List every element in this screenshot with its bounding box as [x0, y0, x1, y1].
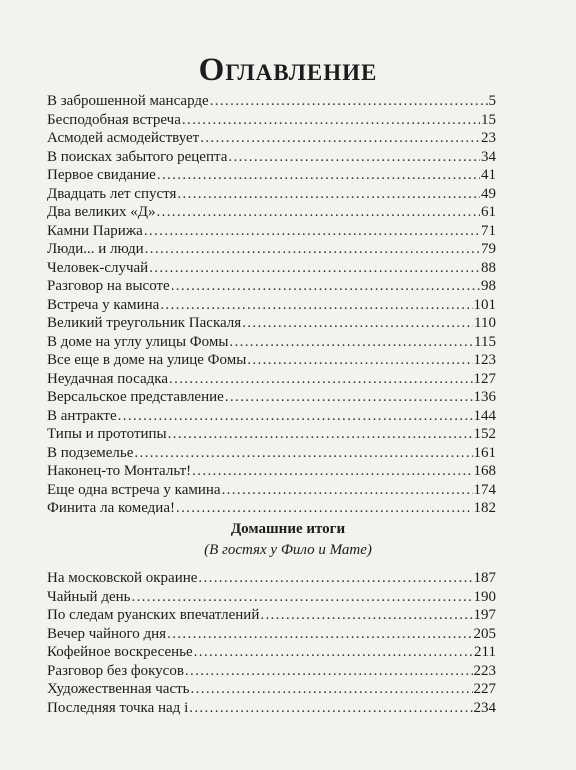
toc-leader-dots	[192, 462, 472, 481]
toc-entry	[47, 425, 496, 444]
toc-entry	[47, 111, 496, 130]
toc-leader-dots	[160, 296, 472, 315]
toc-leader-dots	[222, 481, 473, 500]
toc-entry	[47, 370, 496, 389]
toc-entry	[47, 333, 496, 352]
toc-page-number: 79	[481, 241, 496, 257]
toc-entry	[47, 588, 496, 607]
toc-entry	[47, 462, 496, 481]
toc-leader-dots	[157, 203, 481, 222]
toc-page-number: 5	[488, 93, 496, 109]
toc-entry-title: Художественная часть	[47, 681, 190, 697]
toc-entry	[47, 625, 496, 644]
toc-page-number: 187	[473, 570, 496, 586]
toc-page-number: 71	[481, 222, 496, 239]
toc-entry-title: Люди... и люди	[47, 241, 144, 257]
toc-leader-dots	[225, 388, 473, 407]
toc-leader-dots	[247, 351, 472, 370]
toc-page-number: 34	[481, 148, 496, 165]
toc-entry-title: Кофейное воскресенье	[47, 644, 193, 660]
section-heading: Домашние итоги	[230, 521, 346, 537]
toc-entry-title: Человек-случай	[47, 259, 149, 276]
toc-leader-dots	[171, 277, 480, 296]
toc-leader-dots	[177, 185, 480, 204]
toc-entry-title: Асмодей асмодействует	[47, 130, 200, 146]
toc-entry	[47, 203, 496, 222]
toc-entry	[47, 92, 496, 111]
toc-entry	[47, 569, 496, 588]
toc-leader-dots	[200, 129, 480, 148]
toc-page-number: 223	[473, 662, 496, 679]
toc-entry	[47, 222, 496, 241]
toc-entry-title: Первое свидание	[47, 167, 156, 183]
toc-entry-title: В подземелье	[47, 444, 134, 461]
toc-leader-dots	[229, 333, 473, 352]
toc-main-list	[47, 92, 496, 518]
toc-entry-title: В доме на углу улицы Фомы	[47, 333, 229, 350]
toc-entry	[47, 407, 496, 426]
toc-page-number: 123	[473, 352, 496, 368]
toc-leader-dots	[191, 680, 473, 699]
toc-leader-dots	[210, 92, 488, 111]
toc-entry	[47, 444, 496, 463]
toc-entry-title: В антракте	[47, 407, 117, 424]
toc-entry	[47, 129, 496, 148]
toc-page-number: 115	[474, 333, 496, 350]
toc-leader-dots	[198, 569, 472, 588]
toc-page-number: 136	[473, 389, 496, 405]
toc-entry	[47, 481, 496, 500]
toc-page-number: 41	[481, 167, 496, 183]
toc-entry-title: Разговор на высоте	[47, 278, 170, 294]
toc-leader-dots	[228, 148, 480, 167]
toc-entry-title: Все еще в доме на улице Фомы	[47, 352, 247, 368]
toc-page-number: 227	[473, 681, 496, 697]
toc-page-number: 152	[473, 426, 496, 442]
toc-entry-title: Типы и прототипы	[47, 426, 167, 442]
toc-entry	[47, 351, 496, 370]
toc-entry-title: В поисках забытого рецепта	[47, 148, 228, 165]
toc-leader-dots	[189, 699, 472, 718]
toc-leader-dots	[168, 425, 473, 444]
toc-entry-title: Версальское представление	[47, 389, 224, 405]
toc-entry-title: Неудачная посадка	[47, 370, 168, 387]
toc-leader-dots	[167, 625, 472, 644]
toc-entry	[47, 259, 496, 278]
page-title: Оглавление	[198, 52, 378, 88]
toc-leader-dots	[194, 643, 473, 662]
toc-entry-title: Встреча у камина	[47, 296, 160, 313]
toc-page-number: 23	[481, 130, 496, 146]
toc-page-number: 98	[481, 278, 496, 294]
toc-entry-title: Финита ла комедиа!	[47, 500, 175, 516]
toc-leader-dots	[182, 111, 480, 130]
toc-entry	[47, 680, 496, 699]
toc-leader-dots	[176, 499, 473, 518]
toc-leader-dots	[145, 240, 480, 259]
toc-entry-title: По следам руанских впечатлений	[47, 607, 260, 623]
toc-leader-dots	[134, 444, 472, 463]
toc-entry	[47, 499, 496, 518]
toc-entry-title: Разговор без фокусов	[47, 662, 184, 679]
toc-leader-dots	[149, 259, 480, 278]
toc-page-number: 168	[473, 463, 496, 479]
toc-entry	[47, 606, 496, 625]
toc-entry-title: Два великих «Д»	[47, 204, 156, 220]
toc-leader-dots	[185, 662, 473, 681]
toc-page-number: 174	[473, 481, 496, 498]
section-subheading: (В гостях у Фило и Мате)	[204, 542, 372, 558]
toc-entry	[47, 148, 496, 167]
toc-entry	[47, 388, 496, 407]
toc-leader-dots	[260, 606, 472, 625]
toc-entry	[47, 296, 496, 315]
toc-entry-title: Чайный день	[47, 588, 131, 605]
toc-leader-dots	[157, 166, 480, 185]
toc-entry-title: Бесподобная встреча	[47, 111, 181, 128]
toc-entry-title: Камни Парижа	[47, 222, 143, 239]
toc-entry	[47, 643, 496, 662]
toc-entry-title: Еще одна встреча у камина	[47, 481, 221, 498]
toc-entry-title: В заброшенной мансарде	[47, 93, 209, 109]
toc-page-number: 205	[473, 625, 496, 642]
toc-page-number: 15	[481, 111, 496, 128]
toc-page-number: 49	[481, 185, 496, 202]
toc-page-number: 110	[474, 315, 496, 331]
toc-entry-title: На московской окраине	[47, 570, 198, 586]
toc-entry	[47, 185, 496, 204]
toc-entry	[47, 699, 496, 718]
toc-leader-dots	[144, 222, 480, 241]
toc-page-number: 144	[473, 407, 496, 424]
toc-entry	[47, 314, 496, 333]
toc-page-number: 61	[481, 204, 496, 220]
toc-leader-dots	[169, 370, 473, 389]
toc-entry-title: Наконец-то Монтальт!	[47, 463, 192, 479]
toc-page-number: 234	[473, 699, 496, 716]
toc-page-number: 161	[473, 444, 496, 461]
toc-entry	[47, 240, 496, 259]
toc-entry	[47, 662, 496, 681]
toc-entry-title: Великий треугольник Паскаля	[47, 315, 242, 331]
toc-entry	[47, 166, 496, 185]
toc-page-number: 190	[473, 588, 496, 605]
toc-leader-dots	[118, 407, 473, 426]
toc-leader-dots	[242, 314, 473, 333]
toc-page-number: 197	[473, 607, 496, 623]
toc-page-number: 182	[473, 500, 496, 516]
toc-page-number: 211	[474, 644, 496, 660]
toc-page-number: 101	[473, 296, 496, 313]
toc-page-number: 127	[473, 370, 496, 387]
toc-entry-title: Двадцать лет спустя	[47, 185, 177, 202]
toc-entry-title: Последняя точка над і	[47, 699, 189, 716]
toc-page-number: 88	[481, 259, 496, 276]
toc-entry-title: Вечер чайного дня	[47, 625, 167, 642]
toc-leader-dots	[131, 588, 472, 607]
toc-entry	[47, 277, 496, 296]
toc-section-list	[47, 569, 496, 717]
